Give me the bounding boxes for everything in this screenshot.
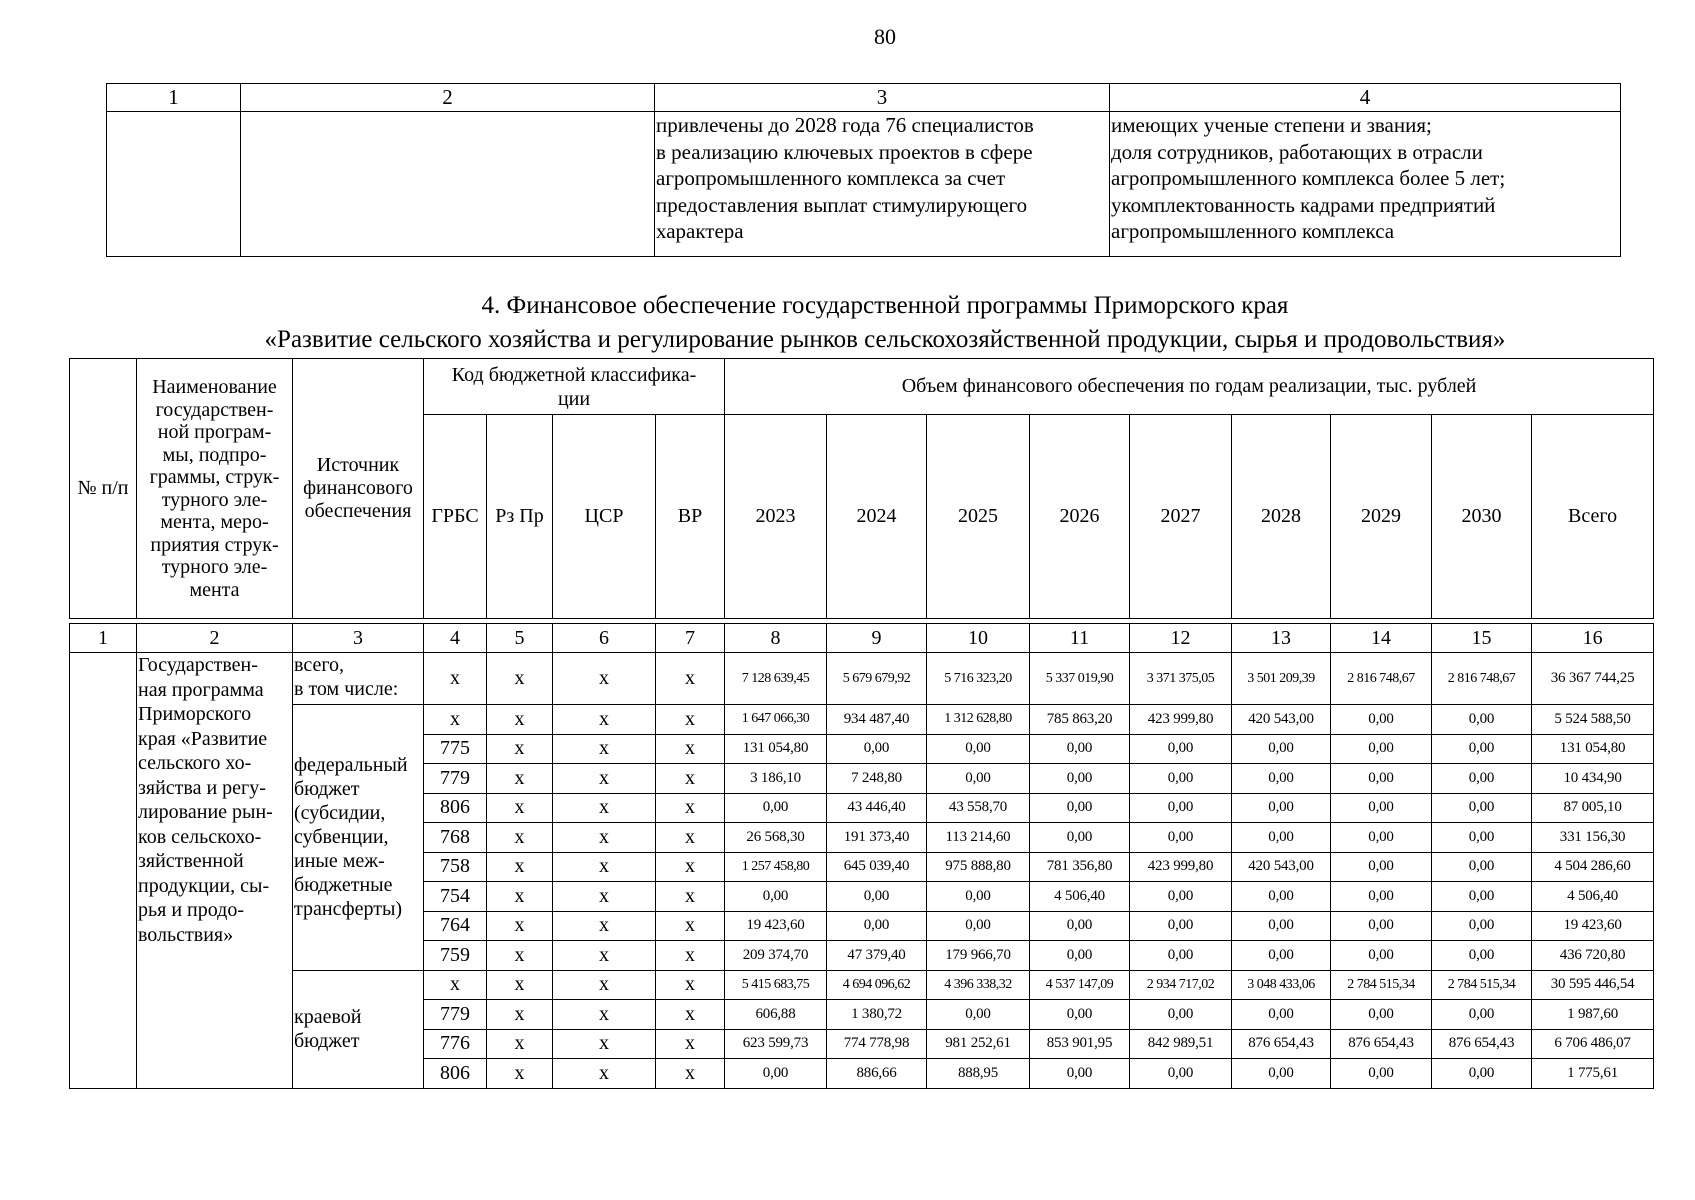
row-number-cell <box>70 653 137 1089</box>
grbs-cell: 775 <box>424 734 487 764</box>
header-year: 2026 <box>1030 415 1130 619</box>
text-line: ции <box>557 387 591 410</box>
year-value-cell: 0,00 <box>1331 705 1432 735</box>
text-line: турного эле- <box>161 556 268 578</box>
text-line: мента <box>189 578 240 601</box>
year-value-cell: 606,88 <box>725 1000 827 1030</box>
result-text-cell <box>655 112 1110 257</box>
text-line: характера <box>656 219 744 243</box>
header-rzpr: Рз Пр <box>487 415 553 619</box>
text-line: Наименование <box>152 376 277 398</box>
year-value-cell: 0,00 <box>1030 793 1130 823</box>
text-line: ная программа <box>138 678 264 701</box>
header-vr: ВР <box>656 415 725 619</box>
year-value-cell: 0,00 <box>1331 734 1432 764</box>
source-regional-cell <box>293 970 424 1088</box>
csr-cell: x <box>553 911 656 941</box>
year-value-cell: 191 373,40 <box>827 823 927 853</box>
year-value-cell: 0,00 <box>1030 1059 1130 1089</box>
column-number: 14 <box>1331 624 1432 653</box>
column-numbers-row <box>70 624 1654 653</box>
text-line: (субсидии, <box>294 802 386 825</box>
year-value-cell: 0,00 <box>1130 911 1232 941</box>
column-number: 2 <box>241 84 655 112</box>
text-line: доля сотрудников, работающих в отрасли <box>1111 139 1483 164</box>
year-value-cell: 0,00 <box>1232 1059 1331 1089</box>
header-total: Всего <box>1532 415 1654 619</box>
year-value-cell: 423 999,80 <box>1130 705 1232 735</box>
vr-cell: x <box>656 911 725 941</box>
text-line: сельского хо- <box>138 752 252 774</box>
text-line: в том числе: <box>294 678 399 700</box>
indicator-text-cell <box>1110 112 1621 257</box>
text-line: предоставления выплат стимулирующего <box>656 192 1028 217</box>
year-value-cell: 0,00 <box>1432 705 1532 735</box>
year-value-cell: 0,00 <box>1030 734 1130 764</box>
total-value-cell: 4 506,40 <box>1532 882 1654 912</box>
column-number: 4 <box>1110 84 1621 112</box>
year-value-cell: 623 599,73 <box>725 1029 827 1059</box>
text-line: Источник <box>316 454 400 476</box>
rzpr-cell: x <box>487 764 553 794</box>
year-value-cell: 0,00 <box>1130 882 1232 912</box>
rzpr-cell: x <box>487 852 553 882</box>
text-line: в реализацию ключевых проектов в сфере <box>656 139 1033 164</box>
header-source <box>293 359 424 619</box>
column-number: 2 <box>137 624 293 653</box>
text-line: имеющих ученые степени и звания; <box>1111 113 1432 137</box>
year-value-cell: 0,00 <box>1432 793 1532 823</box>
text-line: агропромышленного комплекса за счет <box>656 166 1006 190</box>
text-line: зяйственной <box>138 850 244 872</box>
column-number: 15 <box>1432 624 1532 653</box>
continuation-body-row <box>107 112 1621 257</box>
total-value-cell: 30 595 446,54 <box>1532 970 1654 1000</box>
year-value-cell: 785 863,20 <box>1030 705 1130 735</box>
table-row <box>70 653 1654 705</box>
year-value-cell: 0,00 <box>1130 941 1232 971</box>
year-value-cell: 0,00 <box>1432 823 1532 853</box>
vr-cell: x <box>656 970 725 1000</box>
year-value-cell: 0,00 <box>1232 734 1331 764</box>
text-line: краевой <box>294 1006 362 1028</box>
year-value-cell: 7 248,80 <box>827 764 927 794</box>
year-value-cell: 0,00 <box>1232 911 1331 941</box>
year-value-cell: 0,00 <box>927 882 1030 912</box>
year-value-cell: 886,66 <box>827 1059 927 1089</box>
year-value-cell: 0,00 <box>827 734 927 764</box>
text-line: вольствия» <box>138 923 234 946</box>
text-line: ков сельскохо- <box>138 825 262 848</box>
rzpr-cell: x <box>487 1000 553 1030</box>
column-number: 1 <box>107 84 241 112</box>
rzpr-cell: x <box>487 882 553 912</box>
grbs-cell: 776 <box>424 1029 487 1059</box>
year-value-cell: 3 186,10 <box>725 764 827 794</box>
year-value-cell: 0,00 <box>1432 941 1532 971</box>
vr-cell: x <box>656 764 725 794</box>
year-value-cell: 0,00 <box>927 734 1030 764</box>
year-value-cell: 3 048 433,06 <box>1232 970 1331 1000</box>
text-line: бюджет <box>294 1030 360 1052</box>
source-federal-cell <box>293 705 424 971</box>
vr-cell: x <box>656 1029 725 1059</box>
year-value-cell: 4 694 096,62 <box>827 970 927 1000</box>
header-csr: ЦСР <box>553 415 656 619</box>
total-value-cell: 1 987,60 <box>1532 1000 1654 1030</box>
header-volume-group: Объем финансового обеспечения по годам реализации, тыс. рублей <box>725 359 1654 415</box>
text-line: зяйства и регу- <box>138 776 266 799</box>
text-line: продукции, сы- <box>138 874 270 897</box>
year-value-cell: 4 396 338,32 <box>927 970 1030 1000</box>
table-row <box>70 970 1654 1000</box>
year-value-cell: 5 716 323,20 <box>927 653 1030 705</box>
text-line: лирование рын- <box>138 801 273 823</box>
rzpr-cell: x <box>487 823 553 853</box>
year-value-cell: 0,00 <box>827 882 927 912</box>
column-number: 16 <box>1532 624 1654 653</box>
grbs-cell: x <box>424 653 487 705</box>
year-value-cell: 0,00 <box>827 911 927 941</box>
continuation-header-row <box>107 84 1621 112</box>
grbs-cell: 754 <box>424 882 487 912</box>
financing-table <box>69 358 1654 1089</box>
year-value-cell: 0,00 <box>1130 1000 1232 1030</box>
year-value-cell: 1 257 458,80 <box>725 852 827 882</box>
table-body <box>70 653 1654 1089</box>
text-line: ной програм- <box>157 421 272 443</box>
text-line: приятия струк- <box>150 533 279 556</box>
page-number: 80 <box>874 24 896 49</box>
csr-cell: x <box>553 941 656 971</box>
vr-cell: x <box>656 1000 725 1030</box>
year-value-cell: 2 784 515,34 <box>1331 970 1432 1000</box>
year-value-cell: 0,00 <box>927 764 1030 794</box>
year-value-cell: 0,00 <box>1130 823 1232 853</box>
section-subtitle: «Развитие сельского хозяйства и регулирование рынков сельскохозяйственной продукции, сырья и продовольствия» <box>264 326 1506 353</box>
year-value-cell: 131 054,80 <box>725 734 827 764</box>
year-value-cell: 113 214,60 <box>927 823 1030 853</box>
header-year: 2028 <box>1232 415 1331 619</box>
text-line: рья и продо- <box>138 899 244 921</box>
empty-cell <box>107 112 241 257</box>
year-value-cell: 0,00 <box>1432 1000 1532 1030</box>
text-line: субвенции, <box>294 826 389 849</box>
year-value-cell: 0,00 <box>1331 852 1432 882</box>
year-value-cell: 209 374,70 <box>725 941 827 971</box>
total-value-cell: 87 005,10 <box>1532 793 1654 823</box>
vr-cell: x <box>656 852 725 882</box>
header-year: 2029 <box>1331 415 1432 619</box>
year-value-cell: 5 415 683,75 <box>725 970 827 1000</box>
rzpr-cell: x <box>487 1059 553 1089</box>
column-number: 3 <box>293 624 424 653</box>
csr-cell: x <box>553 1029 656 1059</box>
header-row-1 <box>70 359 1654 415</box>
year-value-cell: 0,00 <box>1130 793 1232 823</box>
rzpr-cell: x <box>487 1029 553 1059</box>
year-value-cell: 0,00 <box>1331 1000 1432 1030</box>
grbs-cell: 768 <box>424 823 487 853</box>
column-number: 3 <box>655 84 1110 112</box>
year-value-cell: 0,00 <box>1030 764 1130 794</box>
total-value-cell: 436 720,80 <box>1532 941 1654 971</box>
csr-cell: x <box>553 852 656 882</box>
year-value-cell: 0,00 <box>1331 941 1432 971</box>
year-value-cell: 2 934 717,02 <box>1130 970 1232 1000</box>
year-value-cell: 0,00 <box>1432 852 1532 882</box>
text-line: мы, подпро- <box>162 443 267 466</box>
year-value-cell: 0,00 <box>1130 1059 1232 1089</box>
program-name-cell <box>137 653 293 1089</box>
year-value-cell: 4 537 147,09 <box>1030 970 1130 1000</box>
rzpr-cell: x <box>487 941 553 971</box>
rzpr-cell: x <box>487 734 553 764</box>
text-line: финансового <box>303 477 413 499</box>
table-row <box>70 705 1654 735</box>
csr-cell: x <box>553 764 656 794</box>
csr-cell: x <box>553 970 656 1000</box>
year-value-cell: 420 543,00 <box>1232 705 1331 735</box>
year-value-cell: 0,00 <box>1030 911 1130 941</box>
rzpr-cell: x <box>487 911 553 941</box>
year-value-cell: 0,00 <box>1331 882 1432 912</box>
csr-cell: x <box>553 705 656 735</box>
empty-cell <box>241 112 655 257</box>
total-value-cell: 19 423,60 <box>1532 911 1654 941</box>
text-line: бюджетные <box>294 874 393 897</box>
year-value-cell: 26 568,30 <box>725 823 827 853</box>
total-value-cell: 6 706 486,07 <box>1532 1029 1654 1059</box>
text-line: агропромышленного комплекса более 5 лет; <box>1111 166 1506 190</box>
text-line: обеспечения <box>304 500 412 522</box>
year-value-cell: 43 558,70 <box>927 793 1030 823</box>
year-value-cell: 0,00 <box>1432 911 1532 941</box>
vr-cell: x <box>656 653 725 705</box>
column-number: 10 <box>927 624 1030 653</box>
year-value-cell: 3 501 209,39 <box>1232 653 1331 705</box>
year-value-cell: 2 816 748,67 <box>1432 653 1532 705</box>
grbs-cell: 758 <box>424 852 487 882</box>
year-value-cell: 1 647 066,30 <box>725 705 827 735</box>
year-value-cell: 0,00 <box>1232 793 1331 823</box>
csr-cell: x <box>553 882 656 912</box>
year-value-cell: 975 888,80 <box>927 852 1030 882</box>
column-number: 7 <box>656 624 725 653</box>
year-value-cell: 0,00 <box>1232 882 1331 912</box>
text-line: Код бюджетной классифика- <box>451 363 697 386</box>
header-code-group <box>424 359 725 415</box>
year-value-cell: 47 379,40 <box>827 941 927 971</box>
grbs-cell: 759 <box>424 941 487 971</box>
grbs-cell: 779 <box>424 1000 487 1030</box>
year-value-cell: 876 654,43 <box>1331 1029 1432 1059</box>
year-value-cell: 0,00 <box>927 911 1030 941</box>
vr-cell: x <box>656 823 725 853</box>
year-value-cell: 888,95 <box>927 1059 1030 1089</box>
vr-cell: x <box>656 705 725 735</box>
year-value-cell: 774 778,98 <box>827 1029 927 1059</box>
year-value-cell: 2 784 515,34 <box>1432 970 1532 1000</box>
text-line: Приморского <box>138 703 252 725</box>
column-number: 8 <box>725 624 827 653</box>
rzpr-cell: x <box>487 653 553 705</box>
text-line: трансферты) <box>294 898 403 921</box>
text-line: иные меж- <box>294 850 385 873</box>
grbs-cell: 779 <box>424 764 487 794</box>
year-value-cell: 0,00 <box>1432 882 1532 912</box>
column-number: 12 <box>1130 624 1232 653</box>
year-value-cell: 0,00 <box>725 793 827 823</box>
grbs-cell: x <box>424 705 487 735</box>
year-value-cell: 423 999,80 <box>1130 852 1232 882</box>
csr-cell: x <box>553 734 656 764</box>
year-value-cell: 2 816 748,67 <box>1331 653 1432 705</box>
rzpr-cell: x <box>487 970 553 1000</box>
year-value-cell: 981 252,61 <box>927 1029 1030 1059</box>
text-line: всего, <box>294 654 345 676</box>
text-line: федеральный <box>294 754 408 777</box>
csr-cell: x <box>553 1059 656 1089</box>
header-num: № п/п <box>70 359 137 619</box>
grbs-cell: 806 <box>424 1059 487 1089</box>
year-value-cell: 19 423,60 <box>725 911 827 941</box>
total-value-cell: 10 434,90 <box>1532 764 1654 794</box>
year-value-cell: 1 380,72 <box>827 1000 927 1030</box>
year-value-cell: 43 446,40 <box>827 793 927 823</box>
header-year: 2023 <box>725 415 827 619</box>
year-value-cell: 853 901,95 <box>1030 1029 1130 1059</box>
header-grbs: ГРБС <box>424 415 487 619</box>
header-year: 2024 <box>827 415 927 619</box>
text-line: привлечены до 2028 года 76 специалистов <box>656 113 1034 137</box>
text-line: мента, меро- <box>160 511 269 533</box>
year-value-cell: 0,00 <box>1130 764 1232 794</box>
year-value-cell: 0,00 <box>1232 764 1331 794</box>
year-value-cell: 842 989,51 <box>1130 1029 1232 1059</box>
vr-cell: x <box>656 1059 725 1089</box>
vr-cell: x <box>656 793 725 823</box>
header-year: 2025 <box>927 415 1030 619</box>
year-value-cell: 0,00 <box>1432 1059 1532 1089</box>
total-value-cell: 36 367 744,25 <box>1532 653 1654 705</box>
rzpr-cell: x <box>487 793 553 823</box>
text-line: края «Развитие <box>138 727 268 750</box>
year-value-cell: 3 371 375,05 <box>1130 653 1232 705</box>
total-value-cell: 5 524 588,50 <box>1532 705 1654 735</box>
text-line: укомплектованность кадрами предприятий <box>1111 192 1496 217</box>
continuation-table <box>106 83 1621 257</box>
text-line: Государствен- <box>138 654 258 676</box>
text-line: государствен- <box>155 398 274 421</box>
column-number: 4 <box>424 624 487 653</box>
year-value-cell: 0,00 <box>1432 764 1532 794</box>
year-value-cell: 0,00 <box>1432 734 1532 764</box>
year-value-cell: 0,00 <box>1331 764 1432 794</box>
year-value-cell: 0,00 <box>1331 1059 1432 1089</box>
column-number: 6 <box>553 624 656 653</box>
csr-cell: x <box>553 653 656 705</box>
year-value-cell: 0,00 <box>1030 941 1130 971</box>
year-value-cell: 420 543,00 <box>1232 852 1331 882</box>
column-number: 11 <box>1030 624 1130 653</box>
year-value-cell: 0,00 <box>1232 823 1331 853</box>
year-value-cell: 0,00 <box>1331 823 1432 853</box>
year-value-cell: 0,00 <box>725 1059 827 1089</box>
year-value-cell: 0,00 <box>1130 734 1232 764</box>
text-line: турного эле- <box>161 488 268 511</box>
text-line: агропромышленного комплекса <box>1111 219 1395 243</box>
column-number: 5 <box>487 624 553 653</box>
total-value-cell: 331 156,30 <box>1532 823 1654 853</box>
year-value-cell: 876 654,43 <box>1232 1029 1331 1059</box>
year-value-cell: 0,00 <box>725 882 827 912</box>
column-number: 1 <box>70 624 137 653</box>
header-name <box>137 359 293 619</box>
year-value-cell: 0,00 <box>927 1000 1030 1030</box>
year-value-cell: 781 356,80 <box>1030 852 1130 882</box>
column-number: 9 <box>827 624 927 653</box>
text-line: граммы, струк- <box>149 466 280 488</box>
total-value-cell: 4 504 286,60 <box>1532 852 1654 882</box>
year-value-cell: 0,00 <box>1232 941 1331 971</box>
grbs-cell: 806 <box>424 793 487 823</box>
year-value-cell: 0,00 <box>1030 823 1130 853</box>
total-value-cell: 1 775,61 <box>1532 1059 1654 1089</box>
year-value-cell: 7 128 639,45 <box>725 653 827 705</box>
column-number: 13 <box>1232 624 1331 653</box>
vr-cell: x <box>656 734 725 764</box>
year-value-cell: 645 039,40 <box>827 852 927 882</box>
grbs-cell: 764 <box>424 911 487 941</box>
year-value-cell: 0,00 <box>1331 793 1432 823</box>
rzpr-cell: x <box>487 705 553 735</box>
year-value-cell: 934 487,40 <box>827 705 927 735</box>
total-value-cell: 131 054,80 <box>1532 734 1654 764</box>
vr-cell: x <box>656 941 725 971</box>
year-value-cell: 5 337 019,90 <box>1030 653 1130 705</box>
year-value-cell: 0,00 <box>1331 911 1432 941</box>
source-total-cell <box>293 653 424 705</box>
text-line: бюджет <box>294 778 360 801</box>
year-value-cell: 0,00 <box>1030 1000 1130 1030</box>
csr-cell: x <box>553 823 656 853</box>
year-value-cell: 179 966,70 <box>927 941 1030 971</box>
year-value-cell: 1 312 628,80 <box>927 705 1030 735</box>
section-title: 4. Финансовое обеспечение государственной программы Приморского края <box>481 292 1289 319</box>
grbs-cell: x <box>424 970 487 1000</box>
csr-cell: x <box>553 793 656 823</box>
year-value-cell: 0,00 <box>1232 1000 1331 1030</box>
header-year: 2027 <box>1130 415 1232 619</box>
year-value-cell: 5 679 679,92 <box>827 653 927 705</box>
csr-cell: x <box>553 1000 656 1030</box>
year-value-cell: 876 654,43 <box>1432 1029 1532 1059</box>
vr-cell: x <box>656 882 725 912</box>
year-value-cell: 4 506,40 <box>1030 882 1130 912</box>
header-year: 2030 <box>1432 415 1532 619</box>
